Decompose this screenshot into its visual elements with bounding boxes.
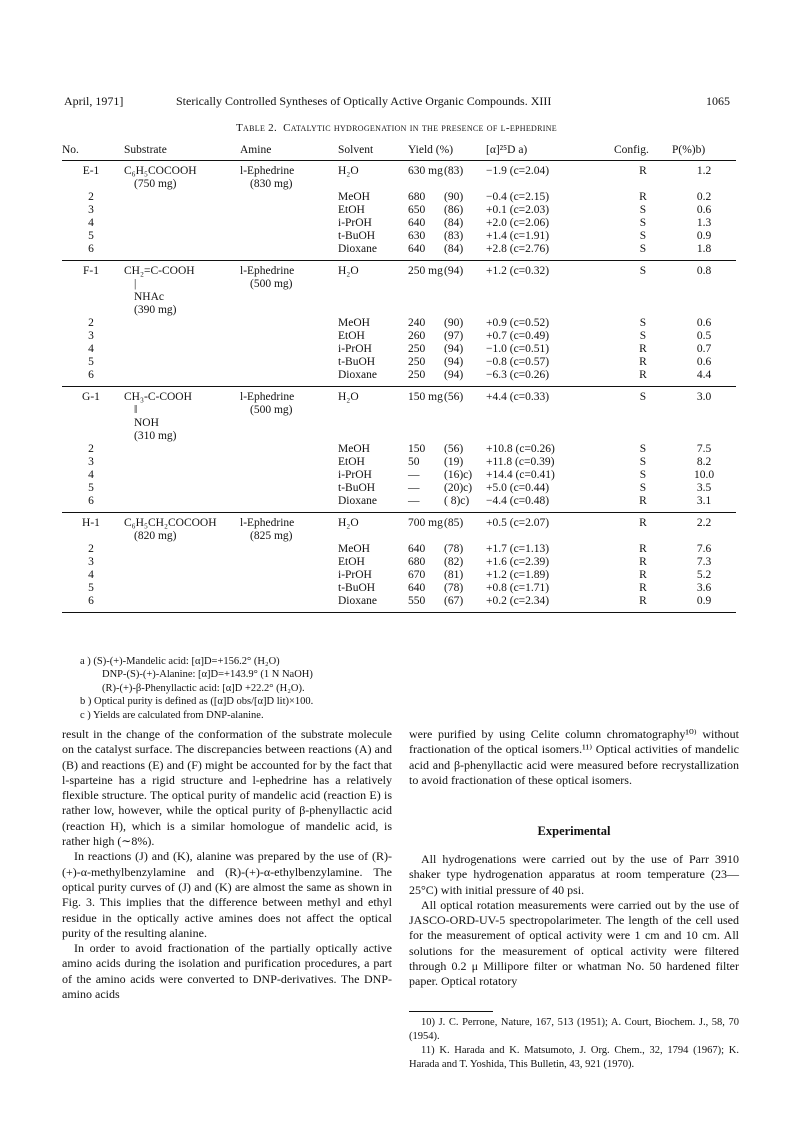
cell-purity: 1.2 [696, 165, 712, 177]
cell-solvent: Dioxane [338, 369, 408, 387]
amine-amount: (830 mg) [250, 178, 293, 190]
cell-yield-value: 650 [408, 204, 426, 216]
cell-amine [240, 482, 338, 495]
table-row [62, 204, 736, 217]
cell-config: S [639, 482, 647, 494]
cell-yield-value: 250 mg [408, 265, 443, 277]
cell-yield-value: 550 [408, 595, 444, 613]
cell-solvent: t-BuOH [338, 482, 376, 494]
table-header-row [62, 142, 736, 161]
table-row [62, 582, 736, 595]
amine-amount: (825 mg) [250, 530, 293, 542]
cell-config: R [614, 495, 672, 513]
table-row [62, 369, 736, 387]
table-row [62, 595, 736, 613]
substrate-formula: CH₃-C-COOH [124, 391, 192, 403]
table-row [62, 495, 736, 513]
cell-no: F-1 [83, 265, 99, 277]
cell-no: 2 [88, 543, 94, 555]
cell-yield-value: 640 [408, 243, 444, 261]
cell-solvent: Dioxane [338, 243, 408, 261]
cell-rotation: +5.0 (c=0.44) [486, 482, 550, 494]
cell-yield-percent: (83) [444, 230, 464, 242]
cell-no: 3 [88, 456, 94, 468]
section-heading-experimental: Experimental [537, 824, 611, 838]
paragraph: In order to avoid fractionation of the partially optically active amino acids during the isolation and purification procedures, a part of the amino acids were converted to DNP-derivatives. The DNP-amino acids [62, 941, 392, 1002]
cell-no: 2 [88, 443, 94, 455]
cell-amine [240, 456, 338, 469]
cell-yield-percent: (83) [444, 165, 464, 177]
cell-yield-percent: ( 8)c) [444, 495, 486, 513]
cell-amine [240, 191, 338, 204]
cell-rotation: +0.8 (c=1.71) [486, 582, 550, 594]
cell-substrate [120, 443, 240, 456]
cell-substrate [120, 582, 240, 595]
cell-yield-value: 640 [408, 217, 426, 229]
cell-config: S [639, 230, 647, 242]
cell-yield-percent: (86) [444, 204, 464, 216]
substrate-formula: CH₂=C-COOH [124, 265, 195, 277]
cell-substrate [120, 330, 240, 343]
reference-item: 10) J. C. Perrone, Nature, 167, 513 (1951); A. Court, Biochem. J., 58, 70 (1954). [409, 1017, 739, 1042]
cell-substrate [120, 369, 240, 387]
table-row [62, 387, 736, 444]
cell-purity: 3.1 [672, 495, 736, 513]
cell-amine [240, 469, 338, 482]
cell-solvent: t-BuOH [338, 230, 376, 242]
amine-name: l-Ephedrine [240, 391, 295, 403]
cell-yield-value: 250 [408, 343, 426, 355]
cell-substrate [120, 191, 240, 204]
cell-config: S [639, 469, 647, 481]
cell-yield-percent: (78) [444, 543, 464, 555]
cell-yield-value: — [408, 482, 420, 494]
cell-amine [240, 343, 338, 356]
cell-purity: 0.6 [696, 356, 712, 368]
cell-purity: 7.3 [696, 556, 712, 568]
cell-amine [240, 261, 338, 318]
body-left-column [62, 727, 392, 1002]
cell-rotation: +0.2 (c=2.34) [486, 595, 614, 613]
cell-config: R [614, 595, 672, 613]
references [409, 1016, 739, 1072]
cell-yield-percent: (82) [444, 556, 464, 568]
cell-substrate [120, 456, 240, 469]
cell-config: R [639, 165, 647, 177]
references-divider [409, 1011, 493, 1012]
cell-rotation: −4.4 (c=0.48) [486, 495, 614, 513]
cell-amine [240, 217, 338, 230]
cell-no: 4 [88, 469, 94, 481]
cell-config: R [614, 369, 672, 387]
cell-amine [240, 161, 338, 192]
cell-purity: 0.7 [696, 343, 712, 355]
cell-yield-percent: (94) [444, 356, 464, 368]
cell-solvent: H₂O [338, 265, 359, 277]
cell-no: 5 [88, 356, 94, 368]
cell-no: 6 [62, 495, 120, 513]
amine-amount: (500 mg) [250, 278, 293, 290]
cell-solvent: Dioxane [338, 595, 408, 613]
col-header-rotation: [α]²⁵D a) [486, 142, 614, 161]
cell-yield-value: 260 [408, 330, 426, 342]
cell-substrate [120, 543, 240, 556]
cell-solvent: MeOH [338, 191, 370, 203]
cell-yield-percent: (19) [444, 456, 464, 468]
cell-solvent: H₂O [338, 165, 359, 177]
cell-no: 4 [88, 217, 94, 229]
cell-purity: 3.0 [696, 391, 712, 403]
cell-no: E-1 [82, 165, 100, 177]
paragraph: were purified by using Celite column chromatography¹⁰⁾ without fractionation of the optical isomers.¹¹⁾ Optical activities of mandelic acid and β-phenyllactic acid were measured before recrystallization to avoid fractionation of these optical isomers. [409, 727, 739, 787]
cell-yield-percent: (16)c) [444, 469, 473, 481]
cell-yield-value: 680 [408, 556, 426, 568]
cell-substrate [120, 513, 240, 544]
substrate-detail: (310 mg) [134, 430, 177, 442]
cell-yield-percent: (84) [444, 243, 486, 261]
table-row [62, 330, 736, 343]
table-row [62, 317, 736, 330]
substrate-formula: C₆H₅COCOOH [124, 165, 197, 177]
cell-substrate [120, 217, 240, 230]
col-header-amine: Amine [240, 142, 338, 161]
cell-substrate [120, 161, 240, 192]
table-row [62, 543, 736, 556]
cell-yield-value: 630 mg [408, 165, 443, 177]
cell-purity: 8.2 [696, 456, 712, 468]
amine-amount: (500 mg) [250, 404, 293, 416]
table-caption-label: Table 2. [236, 122, 278, 134]
cell-yield-percent: (94) [444, 369, 486, 387]
table-row [62, 243, 736, 261]
amine-name: l-Ephedrine [240, 165, 295, 177]
table-row [62, 443, 736, 456]
substrate-detail: ‖ [134, 404, 138, 416]
table-row [62, 482, 736, 495]
cell-purity: 0.6 [696, 204, 712, 216]
cell-amine [240, 369, 338, 387]
cell-no: 5 [88, 582, 94, 594]
experimental-text [409, 852, 739, 990]
cell-yield-percent: (56) [444, 391, 464, 403]
cell-rotation: +2.0 (c=2.06) [486, 217, 550, 229]
cell-config: R [639, 517, 647, 529]
cell-amine [240, 543, 338, 556]
cell-yield-percent: (20)c) [444, 482, 473, 494]
cell-no: 2 [88, 191, 94, 203]
cell-substrate [120, 482, 240, 495]
cell-no: 6 [62, 243, 120, 261]
cell-config: R [639, 582, 647, 594]
cell-yield-percent: (56) [444, 443, 464, 455]
cell-yield-percent: (90) [444, 317, 464, 329]
table-row [62, 469, 736, 482]
amine-name: l-Ephedrine [240, 517, 295, 529]
substrate-detail: (750 mg) [134, 178, 177, 190]
cell-yield-value: 680 [408, 191, 426, 203]
cell-yield-value: — [408, 469, 420, 481]
cell-rotation: +1.4 (c=1.91) [486, 230, 550, 242]
cell-rotation: +4.4 (c=0.33) [486, 391, 550, 403]
footnote-a-line3: (R)-(+)-β-Phenyllactic acid: [α]D +22.2° (H₂O). [102, 682, 305, 694]
cell-substrate [120, 243, 240, 261]
cell-solvent: EtOH [338, 204, 365, 216]
cell-yield-value: — [408, 495, 444, 513]
col-header-config: Config. [614, 142, 672, 161]
cell-substrate [120, 387, 240, 444]
substrate-detail: NHAc [134, 291, 165, 303]
body-right-column [409, 727, 739, 788]
table-row [62, 191, 736, 204]
cell-substrate [120, 556, 240, 569]
cell-amine [240, 513, 338, 544]
table-row [62, 161, 736, 192]
cell-rotation: +0.5 (c=2.07) [486, 517, 550, 529]
cell-yield-value: 150 mg [408, 391, 443, 403]
reference-item: 11) K. Harada and K. Matsumoto, J. Org. Chem., 32, 1794 (1967); K. Harada and T. Yoshida, This Bulletin, 43, 921 (1970). [409, 1045, 739, 1070]
paragraph: In reactions (J) and (K), alanine was prepared by the use of (R)-(+)-α-methylbenzylamine and (R)-(+)-α-ethylbenzylamine. The optical purity curves of (J) and (K) are almost the same as shown in Fig. 3. This implies that the difference between methyl and ethyl residue in the optically active amines does not affect the optical purity of the resulting alanine. [62, 849, 392, 940]
col-header-purity: P(%)b) [672, 142, 736, 161]
cell-purity: 3.5 [696, 482, 712, 494]
cell-amine [240, 387, 338, 444]
cell-rotation: +1.2 (c=1.89) [486, 569, 550, 581]
substrate-detail: NOH [134, 417, 159, 429]
substrate-detail: | [134, 278, 137, 290]
table-body [62, 161, 736, 613]
cell-substrate [120, 204, 240, 217]
cell-solvent: H₂O [338, 391, 359, 403]
cell-purity: 5.2 [696, 569, 712, 581]
cell-purity: 3.6 [696, 582, 712, 594]
cell-no: 6 [62, 369, 120, 387]
cell-config: R [639, 569, 647, 581]
cell-solvent: t-BuOH [338, 582, 376, 594]
cell-yield-value: 630 [408, 230, 426, 242]
cell-yield-percent: (78) [444, 582, 464, 594]
cell-no: 5 [88, 230, 94, 242]
table-row [62, 456, 736, 469]
cell-amine [240, 495, 338, 513]
cell-substrate [120, 569, 240, 582]
cell-solvent: i-PrOH [338, 217, 372, 229]
cell-no: H-1 [82, 517, 100, 529]
cell-substrate [120, 317, 240, 330]
footnote-b: b ) Optical purity is defined as ([α]D obs/[α]D lit)×100. [80, 696, 314, 708]
cell-amine [240, 582, 338, 595]
table-caption-text: Catalytic hydrogenation in the presence of l-ephedrine [283, 122, 557, 134]
cell-substrate [120, 356, 240, 369]
cell-purity: 1.8 [672, 243, 736, 261]
cell-substrate [120, 261, 240, 318]
cell-no: 3 [88, 204, 94, 216]
cell-yield-percent: (94) [444, 343, 464, 355]
cell-purity: 0.6 [696, 317, 712, 329]
paragraph: All hydrogenations were carried out by the use of Parr 3910 shaker type hydrogenation apparatus at room temperature (23—25°C) with initial pressure of 40 psi. [409, 852, 739, 897]
cell-substrate [120, 230, 240, 243]
cell-no: 6 [62, 595, 120, 613]
cell-config: R [639, 556, 647, 568]
cell-config: R [639, 356, 647, 368]
cell-amine [240, 356, 338, 369]
substrate-detail: (820 mg) [134, 530, 177, 542]
cell-solvent: MeOH [338, 443, 370, 455]
running-header-title: Sterically Controlled Syntheses of Optically Active Organic Compounds. XIII [176, 94, 552, 108]
cell-config: S [639, 330, 647, 342]
table-row [62, 217, 736, 230]
cell-rotation: +1.2 (c=0.32) [486, 265, 550, 277]
cell-amine [240, 204, 338, 217]
cell-amine [240, 556, 338, 569]
cell-substrate [120, 343, 240, 356]
cell-no: 4 [88, 343, 94, 355]
cell-yield-value: 670 [408, 569, 426, 581]
cell-purity: 10.0 [693, 469, 715, 481]
cell-solvent: t-BuOH [338, 356, 376, 368]
substrate-detail: (390 mg) [134, 304, 177, 316]
cell-substrate [120, 469, 240, 482]
cell-purity: 4.4 [672, 369, 736, 387]
cell-yield-percent: (85) [444, 517, 464, 529]
cell-amine [240, 330, 338, 343]
results-table [62, 142, 736, 613]
cell-config: S [639, 317, 647, 329]
cell-rotation: −1.9 (c=2.04) [486, 165, 550, 177]
cell-amine [240, 443, 338, 456]
cell-yield-percent: (90) [444, 191, 464, 203]
col-header-substrate: Substrate [120, 142, 240, 161]
cell-rotation: +0.1 (c=2.03) [486, 204, 550, 216]
table-row [62, 230, 736, 243]
cell-no: G-1 [82, 391, 100, 403]
cell-yield-value: 150 [408, 443, 426, 455]
cell-amine [240, 595, 338, 613]
cell-purity: 0.2 [696, 191, 712, 203]
cell-config: R [639, 343, 647, 355]
cell-substrate [120, 595, 240, 613]
cell-rotation: +2.8 (c=2.76) [486, 243, 614, 261]
table-row [62, 556, 736, 569]
cell-purity: 1.3 [696, 217, 712, 229]
cell-no: 4 [88, 569, 94, 581]
cell-purity: 0.8 [696, 265, 712, 277]
cell-yield-value: 250 [408, 356, 426, 368]
cell-rotation: +14.4 (c=0.41) [486, 469, 555, 481]
cell-no: 2 [88, 317, 94, 329]
cell-substrate [120, 495, 240, 513]
col-header-yield: Yield (%) [408, 142, 486, 161]
amine-name: l-Ephedrine [240, 265, 295, 277]
running-header-date: April, 1971] [64, 94, 124, 108]
cell-solvent: MeOH [338, 543, 370, 555]
table-row [62, 261, 736, 318]
cell-rotation: +0.7 (c=0.49) [486, 330, 550, 342]
cell-config: S [639, 204, 647, 216]
cell-solvent: EtOH [338, 330, 365, 342]
cell-yield-value: 250 [408, 369, 444, 387]
cell-purity: 7.6 [696, 543, 712, 555]
cell-purity: 0.5 [696, 330, 712, 342]
cell-config: S [639, 217, 647, 229]
cell-yield-value: 640 [408, 543, 426, 555]
cell-amine [240, 569, 338, 582]
page-number: 1065 [706, 94, 730, 108]
cell-solvent: H₂O [338, 517, 359, 529]
footnote-a: a ) (S)-(+)-Mandelic acid: [α]D=+156.2° (H₂O) [80, 656, 280, 667]
cell-config: S [639, 265, 647, 277]
paragraph: All optical rotation measurements were carried out by the use of JASCO-ORD-UV-5 spectropolarimeter. The length of the cell used for the measurement of optical activity were 1 cm and 10 cm. All solutions for the measurement of optical activity were filtered through 0.2 μ Millipore filter or whatman No. 50 hardened filter paper. Optical rotatory [409, 897, 739, 989]
cell-config: R [639, 191, 647, 203]
cell-amine [240, 317, 338, 330]
cell-config: S [639, 456, 647, 468]
cell-purity: 0.9 [696, 230, 712, 242]
cell-yield-value: 700 mg [408, 517, 443, 529]
cell-solvent: EtOH [338, 456, 365, 468]
cell-solvent: EtOH [338, 556, 365, 568]
footnote-c: c ) Yields are calculated from DNP-alanine. [80, 709, 264, 721]
cell-yield-percent: (81) [444, 569, 464, 581]
cell-no: 3 [88, 556, 94, 568]
table-row [62, 356, 736, 369]
table-caption [0, 122, 793, 134]
cell-amine [240, 230, 338, 243]
cell-config: S [639, 391, 647, 403]
table-row [62, 569, 736, 582]
cell-yield-value: 50 [408, 456, 420, 468]
cell-rotation: +10.8 (c=0.26) [486, 443, 555, 455]
paragraph: result in the change of the conformation of the substrate molecule on the catalyst surface. The discrepancies between reactions (A) and (B) and reactions (E) and (F) might be accounted for by the fact that l-sparteine has a rigid structure and l-ephedrine has a relatively flexible structure. The optical purity of mandelic acid (reaction E) is rather low, however, while the optical purity of β-phenyllactic acid (reaction H), which is a similar homologue of mandelic acid, is rather high (∼8%). [62, 727, 392, 849]
cell-no: 5 [88, 482, 94, 494]
table-row [62, 513, 736, 544]
cell-yield-value: 240 [408, 317, 426, 329]
cell-rotation: +1.7 (c=1.13) [486, 543, 550, 555]
cell-config: S [614, 243, 672, 261]
cell-solvent: MeOH [338, 317, 370, 329]
cell-solvent: i-PrOH [338, 569, 372, 581]
cell-config: R [639, 543, 647, 555]
col-header-no: No. [62, 142, 120, 161]
cell-solvent: i-PrOH [338, 343, 372, 355]
cell-purity: 0.9 [672, 595, 736, 613]
cell-yield-percent: (94) [444, 265, 464, 277]
cell-purity: 2.2 [696, 517, 712, 529]
col-header-solvent: Solvent [338, 142, 408, 161]
cell-rotation: −0.8 (c=0.57) [486, 356, 550, 368]
table-footnotes [80, 655, 313, 722]
cell-rotation: +0.9 (c=0.52) [486, 317, 550, 329]
cell-purity: 7.5 [696, 443, 712, 455]
cell-config: S [639, 443, 647, 455]
cell-rotation: +1.6 (c=2.39) [486, 556, 550, 568]
cell-solvent: i-PrOH [338, 469, 372, 481]
cell-solvent: Dioxane [338, 495, 408, 513]
cell-rotation: −1.0 (c=0.51) [486, 343, 550, 355]
table-row [62, 343, 736, 356]
footnote-a-line2: DNP-(S)-(+)-Alanine: [α]D=+143.9° (1 N NaOH) [102, 669, 313, 681]
cell-amine [240, 243, 338, 261]
cell-yield-percent: (97) [444, 330, 464, 342]
cell-yield-percent: (67) [444, 595, 486, 613]
cell-yield-percent: (84) [444, 217, 464, 229]
cell-rotation: −0.4 (c=2.15) [486, 191, 550, 203]
substrate-formula: C₆H₅CH₂COCOOH [124, 517, 217, 529]
cell-rotation: −6.3 (c=0.26) [486, 369, 614, 387]
cell-yield-value: 640 [408, 582, 426, 594]
cell-no: 3 [88, 330, 94, 342]
cell-rotation: +11.8 (c=0.39) [486, 456, 555, 468]
